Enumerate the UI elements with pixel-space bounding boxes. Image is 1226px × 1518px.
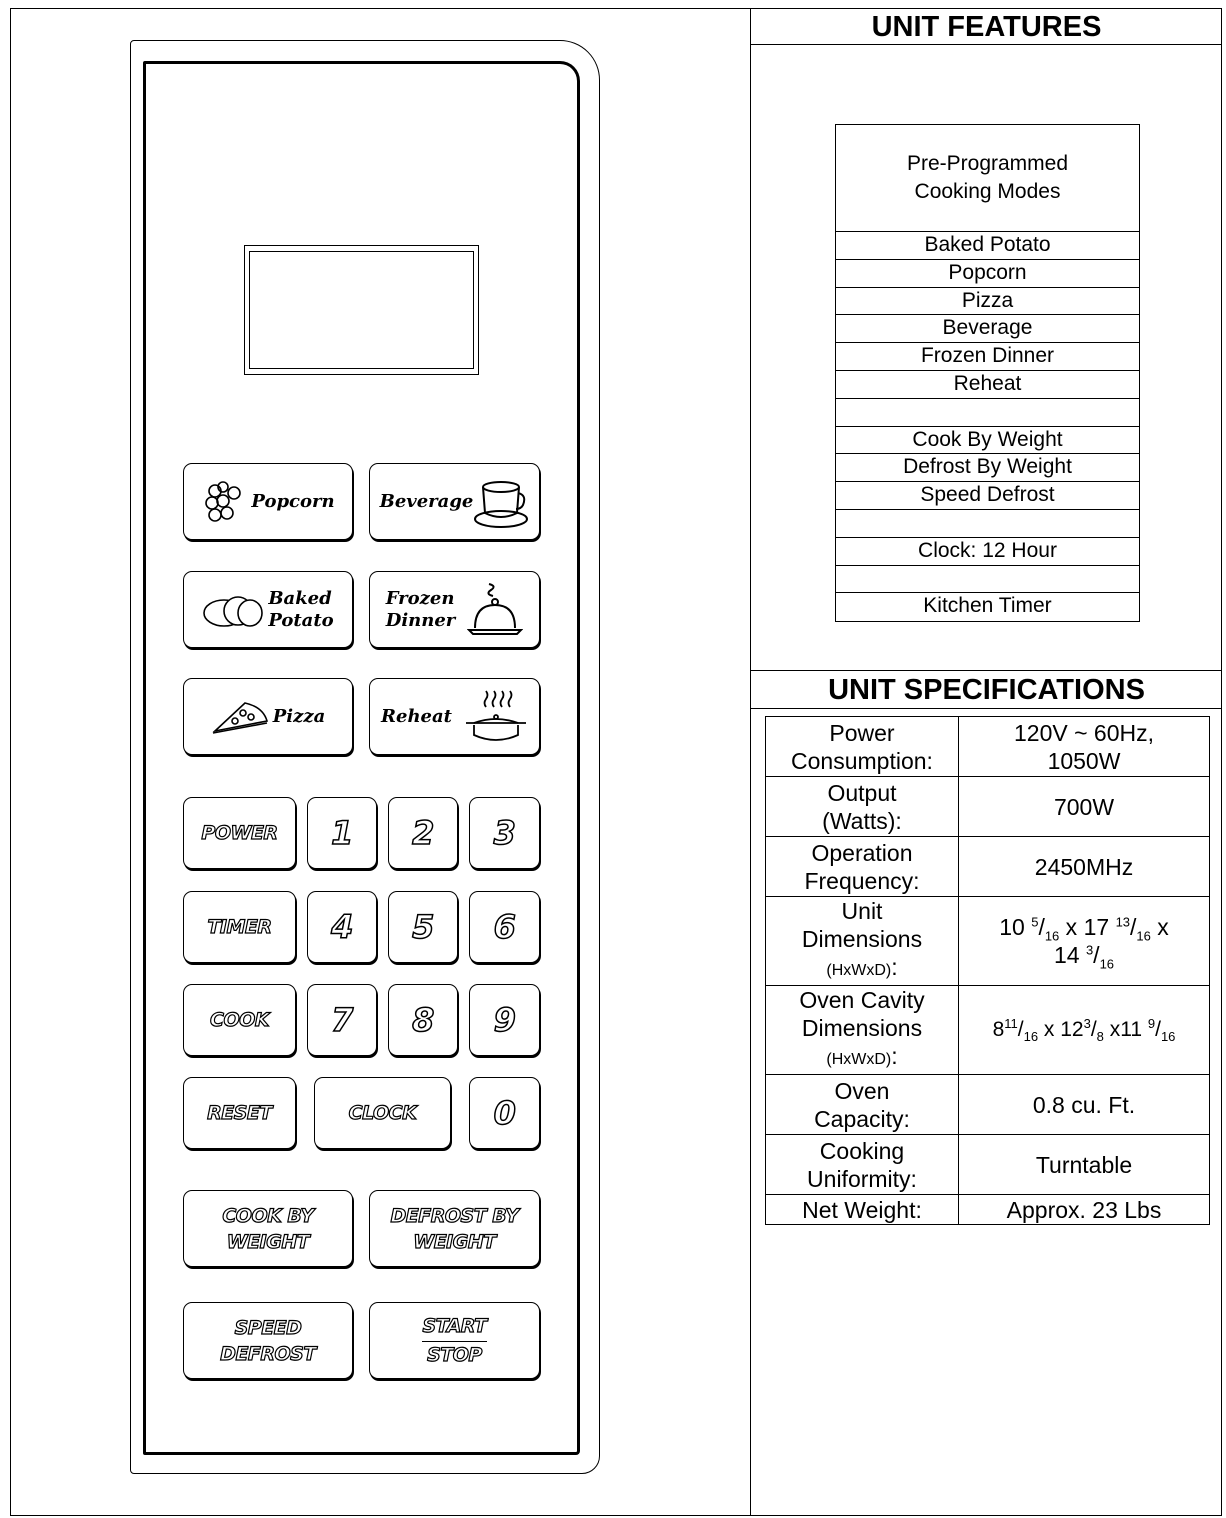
unit-specifications-title: UNIT SPECIFICATIONS: [828, 674, 1145, 706]
feature-row: Beverage: [836, 315, 1139, 343]
cloche-icon: [467, 580, 523, 640]
power-button[interactable]: [183, 797, 296, 869]
stop-label: STOP: [427, 1344, 482, 1366]
digit-4-label: 4: [331, 908, 353, 946]
spec-row-frequency: [766, 837, 1210, 897]
header-line-2: Cooking Modes: [914, 180, 1061, 203]
baked-label: Baked: [268, 587, 332, 609]
feature-row: Frozen Dinner: [836, 343, 1139, 371]
specifications-table: [765, 716, 1210, 1225]
spec-label: Power: [829, 719, 895, 746]
feature-row: Defrost By Weight: [836, 454, 1139, 482]
defrost-by-weight-button[interactable]: [369, 1190, 540, 1267]
spec-value: 1050W: [1047, 747, 1121, 774]
spec-label: Unit: [841, 898, 883, 924]
digit-0-button[interactable]: [469, 1077, 540, 1149]
feature-row: Reheat: [836, 371, 1139, 399]
timer-button[interactable]: [183, 891, 296, 963]
spec-row-weight: [766, 1195, 1210, 1225]
beverage-label: Beverage: [379, 490, 474, 512]
spec-row-cavity-dimensions: Oven Cavity Dimensions (HxWxD): $8^{11}/_{16}$ x $12^3/_8$ x11 $^9/_{16}$: [766, 986, 1210, 1075]
spec-row-capacity: [766, 1075, 1210, 1135]
clock-label: CLOCK: [348, 1102, 417, 1124]
pizza-slice-icon: [211, 697, 271, 737]
digit-0-label: 0: [493, 1094, 516, 1132]
reheat-label: Reheat: [381, 705, 452, 727]
frozen-dinner-button[interactable]: [369, 571, 540, 648]
speed-defrost-button[interactable]: [183, 1302, 353, 1379]
spec-value-unit-dimensions: 10 $^5/_{16}$ x 17 $^{13}/_{16}$ x 14 $^3/_{16}$: [959, 897, 1210, 986]
feature-row: Speed Defrost: [836, 482, 1139, 510]
timer-label: TIMER: [207, 916, 272, 938]
digit-9-button[interactable]: [469, 984, 540, 1056]
digit-8-label: 8: [412, 1001, 434, 1039]
potato-icon: [202, 587, 266, 633]
cook-by-label: COOK BY: [222, 1204, 314, 1227]
digit-3-button[interactable]: [469, 797, 540, 869]
spec-label-sub: (HxWxD): [826, 1051, 892, 1068]
digit-1-label: 1: [331, 814, 353, 852]
cooking-modes-table: [835, 124, 1140, 622]
spec-label: Oven Cavity: [799, 987, 925, 1013]
features-title-rule: [751, 44, 1222, 45]
digit-1-button[interactable]: [307, 797, 377, 869]
spec-label: Capacity:: [814, 1105, 910, 1132]
spec-row-uniformity: [766, 1135, 1210, 1195]
frozen-label: Frozen: [385, 587, 455, 609]
feature-row: Pizza: [836, 288, 1139, 316]
cooking-modes-header: [836, 125, 1139, 232]
cook-button[interactable]: [183, 984, 296, 1056]
cook-weight-label: WEIGHT: [226, 1230, 310, 1253]
popcorn-label: Popcorn: [251, 490, 335, 512]
lcd-display: [249, 251, 474, 369]
defrost-by-label: DEFROST BY: [390, 1204, 519, 1227]
digit-8-button[interactable]: [388, 984, 458, 1056]
digit-9-label: 9: [493, 1001, 516, 1039]
spec-label: Dimensions: [801, 926, 923, 952]
steaming-pot-icon: [464, 687, 528, 747]
digit-6-button[interactable]: [469, 891, 540, 963]
spec-label: Dimensions: [801, 1015, 923, 1041]
spec-row-power: [766, 717, 1210, 777]
spec-value: Turntable: [959, 1135, 1210, 1195]
spec-label: Frequency:: [804, 867, 920, 894]
digit-7-button[interactable]: [307, 984, 377, 1056]
baked-potato-button[interactable]: [183, 571, 353, 648]
digit-4-button[interactable]: [307, 891, 377, 963]
digit-3-label: 3: [493, 814, 516, 852]
spec-row-unit-dimensions: Unit Dimensions (HxWxD): 10 $^5/_{16}$ x 17 $^{13}/_{16}$ x 14 $^3/_{16}$: [766, 897, 1210, 986]
power-label: POWER: [201, 822, 278, 844]
feature-row: [836, 399, 1139, 427]
start-stop-button[interactable]: [369, 1302, 540, 1379]
spec-label: Operation: [811, 839, 913, 866]
spec-label: Oven: [834, 1077, 890, 1104]
clock-button[interactable]: [314, 1077, 451, 1149]
dinner-label: Dinner: [385, 609, 456, 631]
cook-by-weight-button[interactable]: [183, 1190, 353, 1267]
speed-label: SPEED: [234, 1316, 302, 1339]
spec-row-output: [766, 777, 1210, 837]
specs-title-rule: [751, 708, 1222, 709]
defrost-label: DEFROST: [220, 1342, 316, 1365]
feature-row: Popcorn: [836, 260, 1139, 288]
spec-value: 2450MHz: [959, 837, 1210, 897]
spec-label: Net Weight:: [766, 1195, 959, 1225]
spec-value: 0.8 cu. Ft.: [959, 1075, 1210, 1135]
reheat-button[interactable]: [369, 678, 540, 755]
spec-label-sub: (HxWxD): [826, 962, 892, 979]
pizza-label: Pizza: [272, 705, 326, 727]
digit-6-label: 6: [493, 908, 516, 946]
pizza-button[interactable]: [183, 678, 353, 755]
spec-label: Output: [827, 779, 897, 806]
beverage-button[interactable]: [369, 463, 540, 540]
reset-label: RESET: [207, 1102, 272, 1124]
spec-value: 120V ~ 60Hz,: [1013, 719, 1154, 746]
reset-button[interactable]: [183, 1077, 296, 1149]
specs-top-rule: [751, 670, 1222, 671]
digit-7-label: 7: [331, 1001, 353, 1039]
feature-row: Clock: 12 Hour: [836, 538, 1139, 566]
digit-5-label: 5: [412, 908, 434, 946]
feature-row: Kitchen Timer: [923, 594, 1052, 618]
spec-value: Approx. 23 Lbs: [959, 1195, 1210, 1225]
feature-row: Baked Potato: [836, 232, 1139, 260]
column-divider: [750, 8, 751, 1516]
spec-label: (Watts):: [822, 807, 902, 834]
defrost-weight-label: WEIGHT: [413, 1230, 496, 1253]
spec-label: Consumption:: [791, 747, 933, 774]
spec-value: 700W: [959, 777, 1210, 837]
feature-row: [836, 510, 1139, 538]
digit-5-button[interactable]: [388, 891, 458, 963]
spec-value-cavity-dimensions: $8^{11}/_{16}$ x $12^3/_8$ x11 $^9/_{16}$: [959, 986, 1210, 1075]
digit-2-label: 2: [412, 814, 434, 852]
digit-2-button[interactable]: [388, 797, 458, 869]
start-label: START: [422, 1313, 486, 1342]
cook-label: COOK: [210, 1009, 269, 1031]
spec-label: Uniformity:: [807, 1165, 917, 1192]
spec-label: Cooking: [819, 1137, 905, 1164]
unit-features-title: UNIT FEATURES: [871, 11, 1102, 43]
header-line-1: Pre-Programmed: [906, 152, 1069, 175]
feature-row: [836, 566, 1139, 594]
feature-row: Cook By Weight: [836, 427, 1139, 455]
coffee-cup-icon: [473, 475, 529, 529]
popcorn-icon: [201, 479, 247, 525]
potato-label: Potato: [268, 609, 334, 631]
popcorn-button[interactable]: [183, 463, 353, 540]
